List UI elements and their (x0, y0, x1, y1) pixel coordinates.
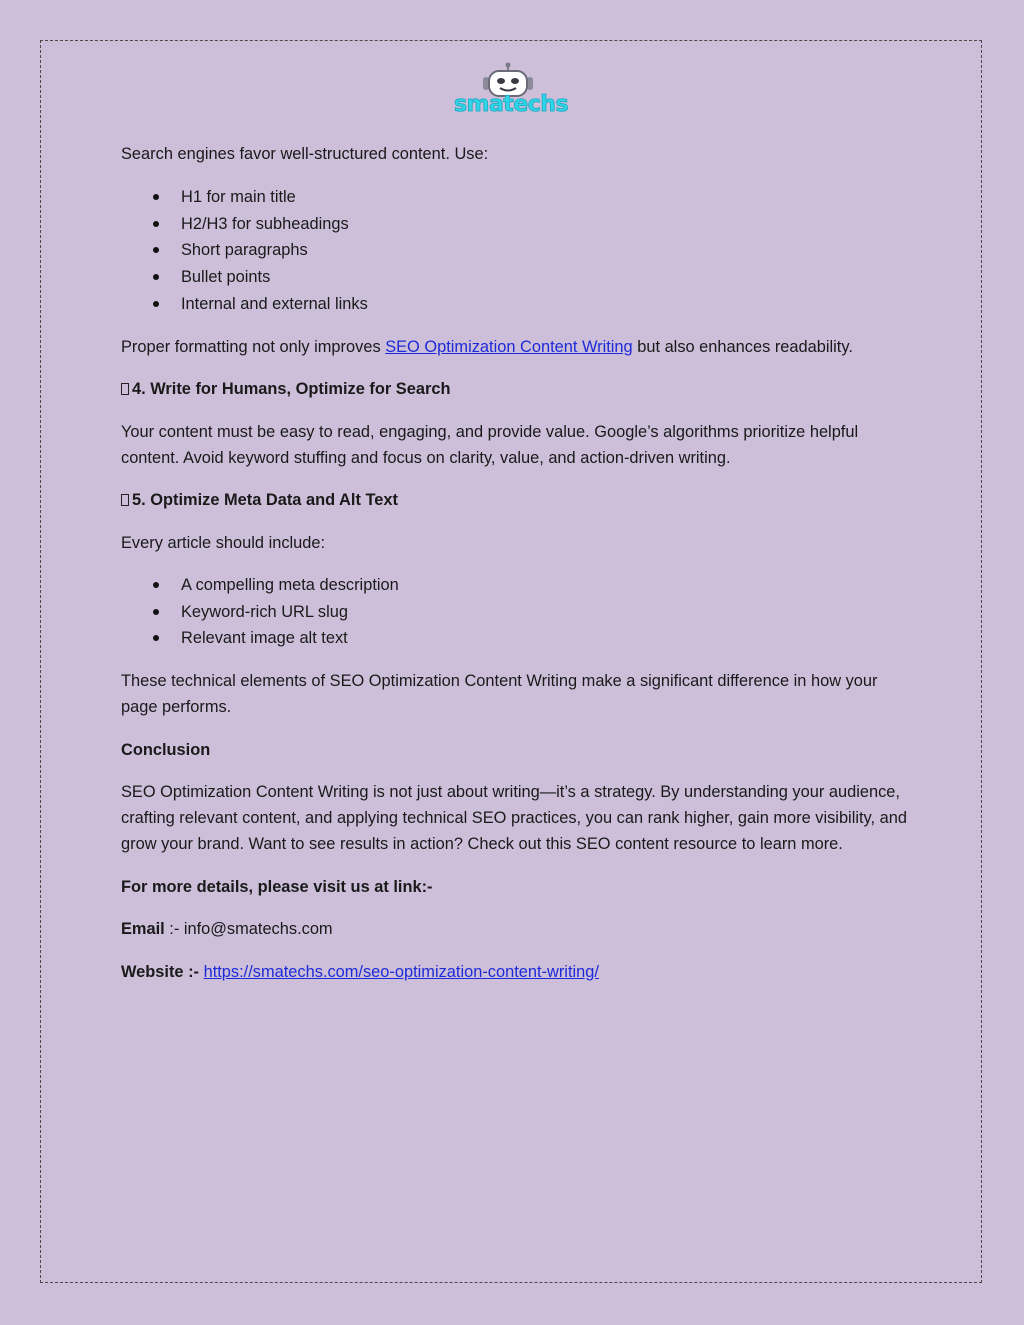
list-item: Bullet points (181, 264, 911, 291)
list-item: Relevant image alt text (181, 625, 911, 652)
section-4-body: Your content must be easy to read, engaging, and provide value. Google’s algorithms prioritize helpful content. Avoid keyword stuffing and focus on clarity, value, and action-driven writing. (121, 422, 859, 467)
website-line (121, 959, 911, 985)
email-value: info@smatechs.com (183, 920, 333, 939)
formatting-text-after: but also enhances readability. (632, 337, 853, 356)
meta-list (121, 572, 911, 652)
list-item: Short paragraphs (181, 237, 911, 264)
formatting-text-before: Proper formatting not only improves (121, 337, 386, 356)
website-label: Website :- (121, 962, 204, 981)
section-4-heading (121, 376, 911, 402)
email-line (121, 916, 911, 942)
section-5-body: These technical elements of SEO Optimization Content Writing make a significant difference in how your page performs. (121, 672, 878, 717)
section-4-heading-text: 4. Write for Humans, Optimize for Search (132, 380, 451, 399)
conclusion-body: SEO Optimization Content Writing is not just about writing—it’s a strategy. By understanding your audience, crafting relevant content, and applying technical SEO practices, you can rank higher, gain more visibility, and grow your brand. Want to see results in action? Check out this SEO content resource to learn more. (121, 783, 907, 854)
missing-glyph-icon (121, 494, 129, 506)
conclusion-heading: Conclusion (121, 740, 211, 759)
details-label: For more details, please visit us at link:- (121, 877, 433, 896)
formatting-paragraph (121, 334, 911, 360)
list-item: A compelling meta description (181, 572, 911, 599)
email-label: Email (121, 920, 165, 939)
section-5-heading-text: 5. Optimize Meta Data and Alt Text (132, 491, 398, 510)
seo-content-writing-link[interactable]: SEO Optimization Content Writing (385, 337, 633, 356)
smatechs-logo (440, 62, 584, 116)
missing-glyph-icon (121, 383, 129, 395)
robot-icon (440, 62, 584, 116)
structure-list (121, 184, 911, 318)
website-link[interactable]: https://smatechs.com/seo-optimization-content-writing/ (203, 962, 599, 981)
list-item: H2/H3 for subheadings (181, 211, 911, 238)
list-item: H1 for main title (181, 184, 911, 211)
section-5-heading (121, 487, 911, 513)
document-body (121, 141, 911, 1001)
intro-paragraph: Search engines favor well-structured content. Use: (121, 145, 489, 163)
logo-text: smatechs (453, 92, 569, 116)
list-item: Internal and external links (181, 291, 911, 318)
section-5-intro: Every article should include: (121, 533, 326, 552)
list-item: Keyword-rich URL slug (181, 599, 911, 626)
email-separator: :- (164, 920, 184, 939)
